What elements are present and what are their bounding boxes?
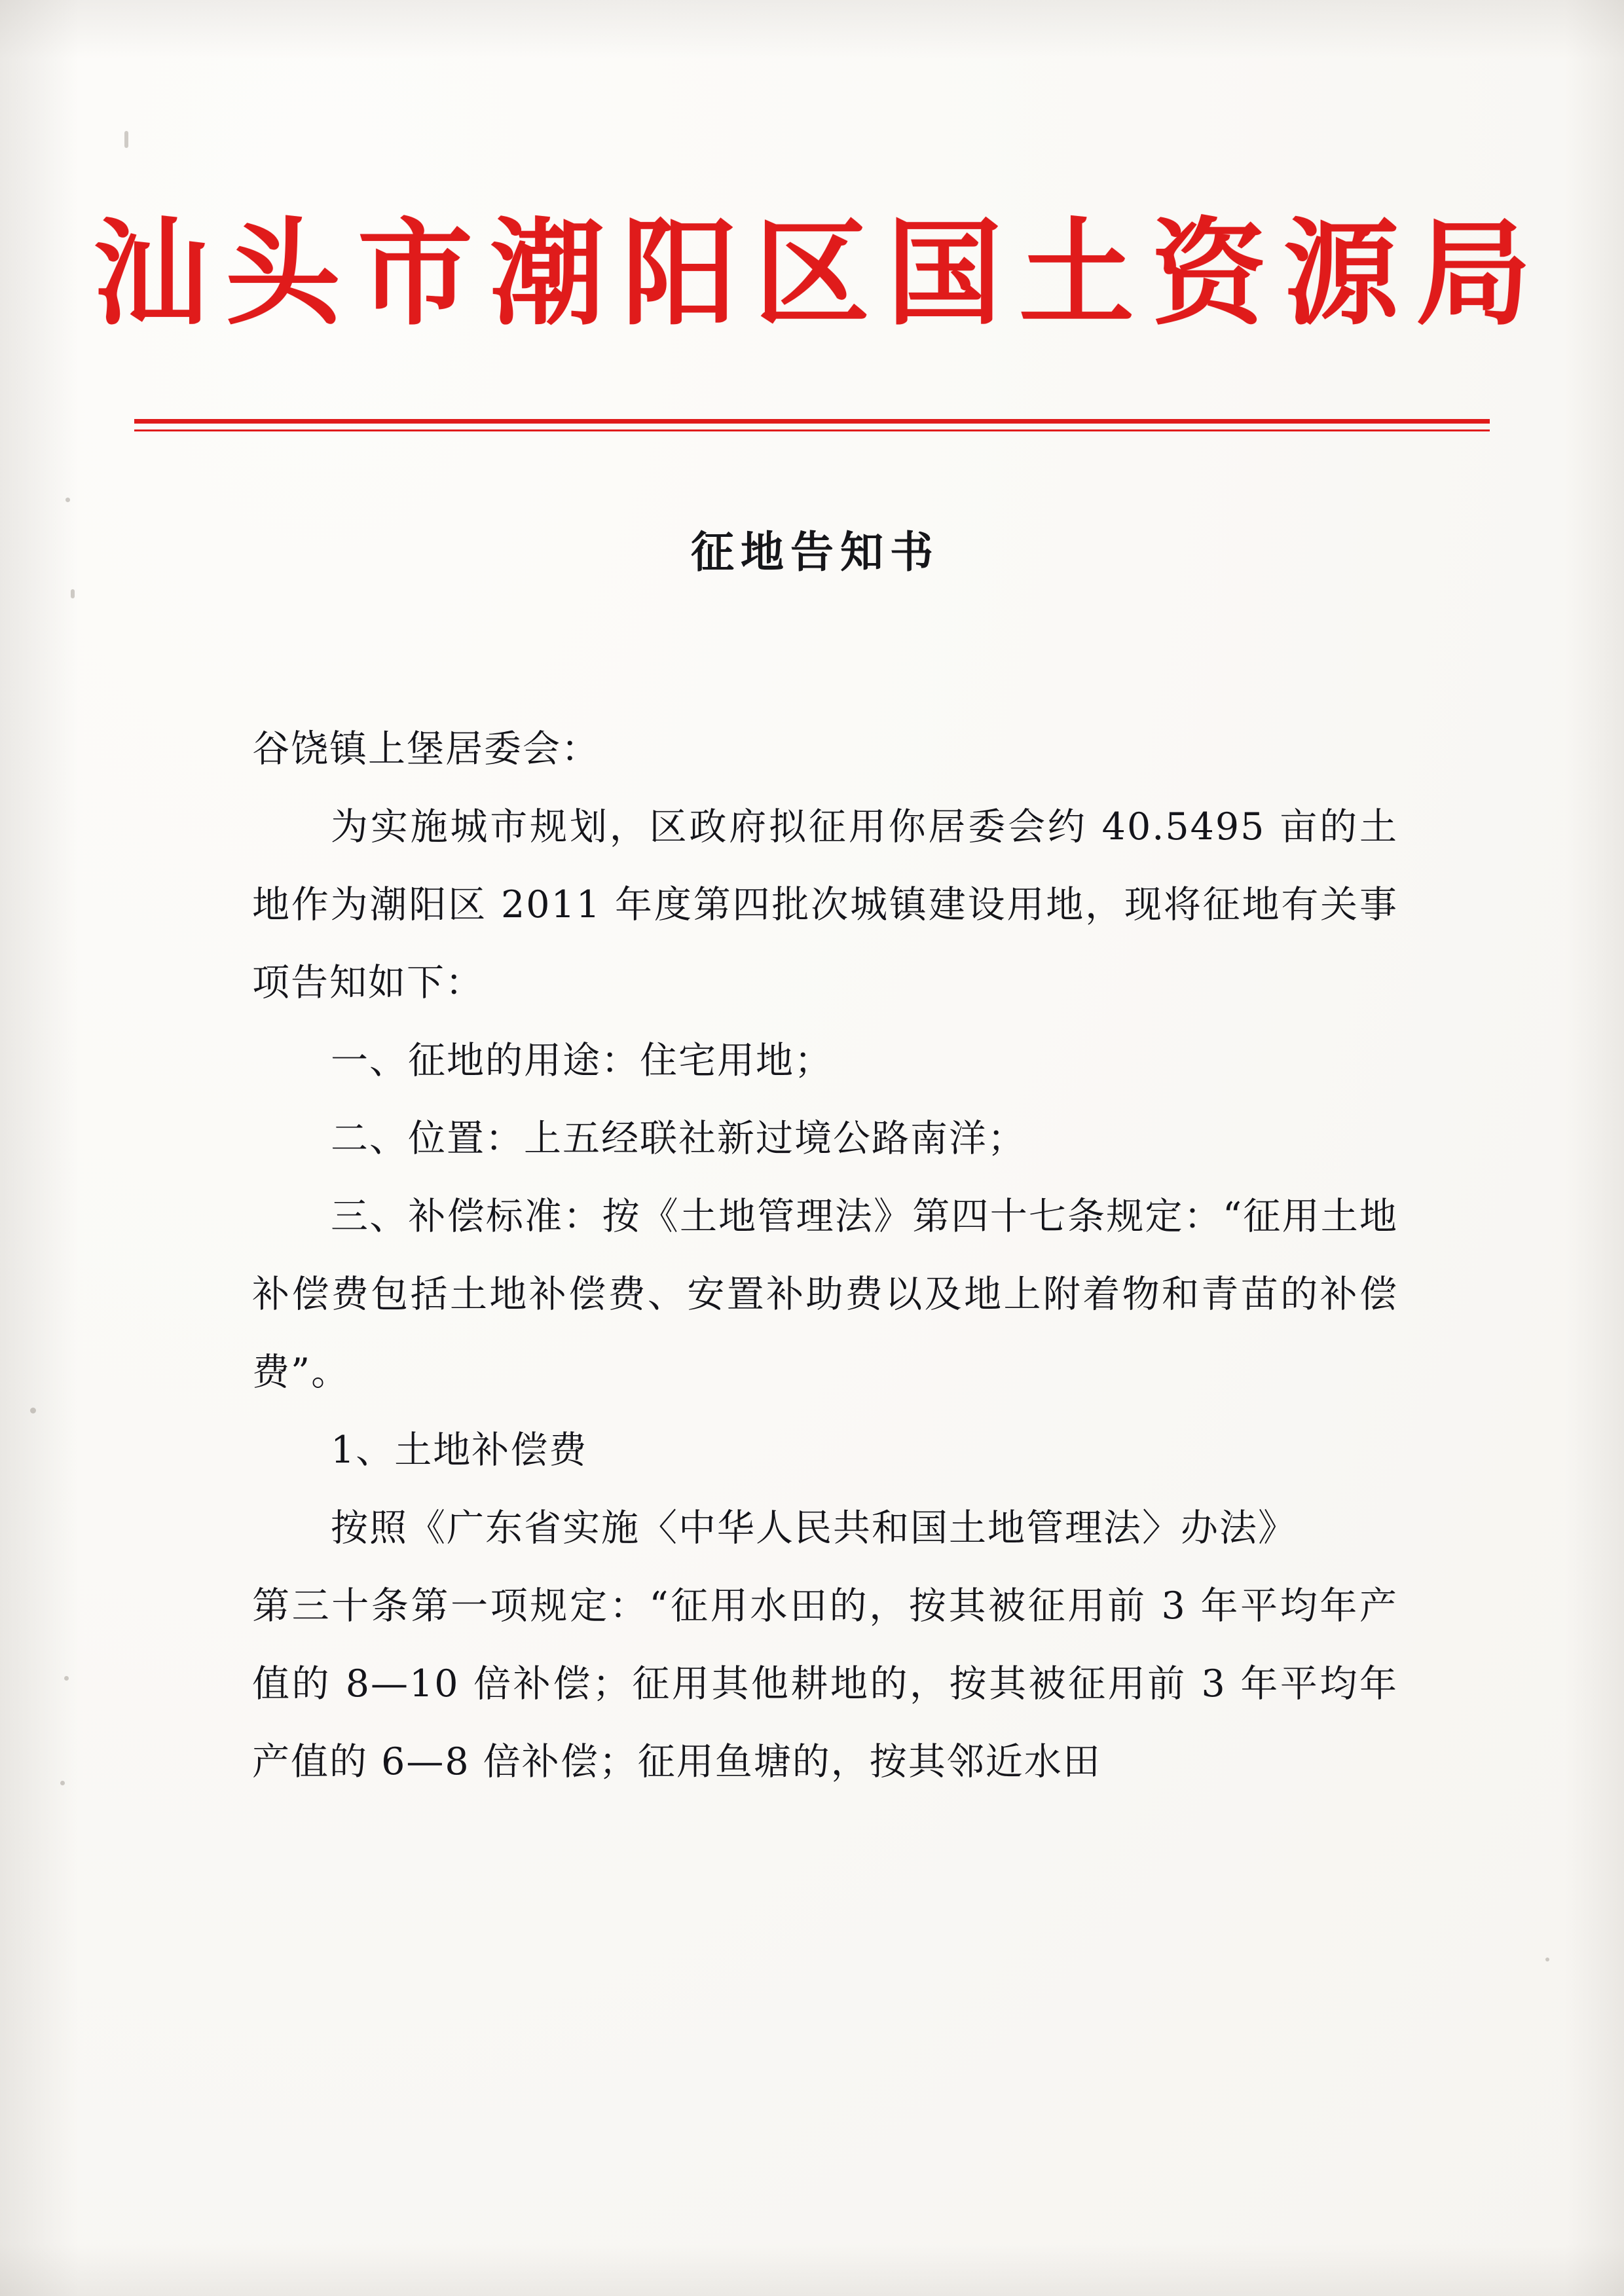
body-paragraph-7: 第三十条第一项规定：“征用水田的，按其被征用前 3 年平均年产值的 8—10 倍补偿；征用其他耕地的，按其被征用前 3 年平均年产值的 6—8 倍补偿；征用鱼塘的，按其邻近水田 — [252, 1584, 1398, 1783]
header-rule-thin — [134, 429, 1490, 431]
scan-speck — [64, 1676, 69, 1681]
scan-speck — [60, 1781, 65, 1785]
page-title: 征地告知书 — [691, 527, 940, 577]
scan-speck — [71, 589, 75, 598]
document-body — [252, 710, 1398, 1801]
scan-speck — [30, 1408, 36, 1413]
body-paragraph-5: 1、土地补偿费 — [331, 1429, 588, 1472]
header-rule-thick — [134, 419, 1490, 424]
body-paragraph-3: 二、位置：上五经联社新过境公路南洋； — [331, 1117, 1026, 1160]
letterhead-organization: 汕头市潮阳区国土资源局 — [92, 206, 1548, 341]
header-divider — [134, 419, 1490, 431]
scan-shadow-bottom — [0, 2244, 1624, 2296]
scan-speck — [124, 131, 128, 148]
scan-shadow-right — [1565, 0, 1624, 2296]
letterhead — [0, 206, 1624, 341]
scan-speck — [65, 498, 70, 502]
body-paragraph-6: 按照《广东省实施〈中华人民共和国土地管理法〉办法》 — [331, 1506, 1297, 1550]
body-paragraph-4: 三、补偿标准：按《土地管理法》第四十七条规定：“征用土地补偿费包括土地补偿费、安置补助费以及地上附着物和青苗的补偿费”。 — [252, 1195, 1398, 1394]
scan-shadow-left — [0, 0, 79, 2296]
scan-speck — [1545, 1958, 1549, 1961]
body-paragraph-2: 一、征地的用途：住宅用地； — [331, 1039, 833, 1082]
scan-shadow-top — [0, 0, 1624, 59]
body-paragraph-1: 为实施城市规划，区政府拟征用你居委会约 40.5495 亩的土地作为潮阳区 2011 年度第四批次城镇建设用地，现将征地有关事项告知如下： — [252, 805, 1398, 1004]
recipient-line: 谷饶镇上堡居委会： — [252, 727, 600, 771]
